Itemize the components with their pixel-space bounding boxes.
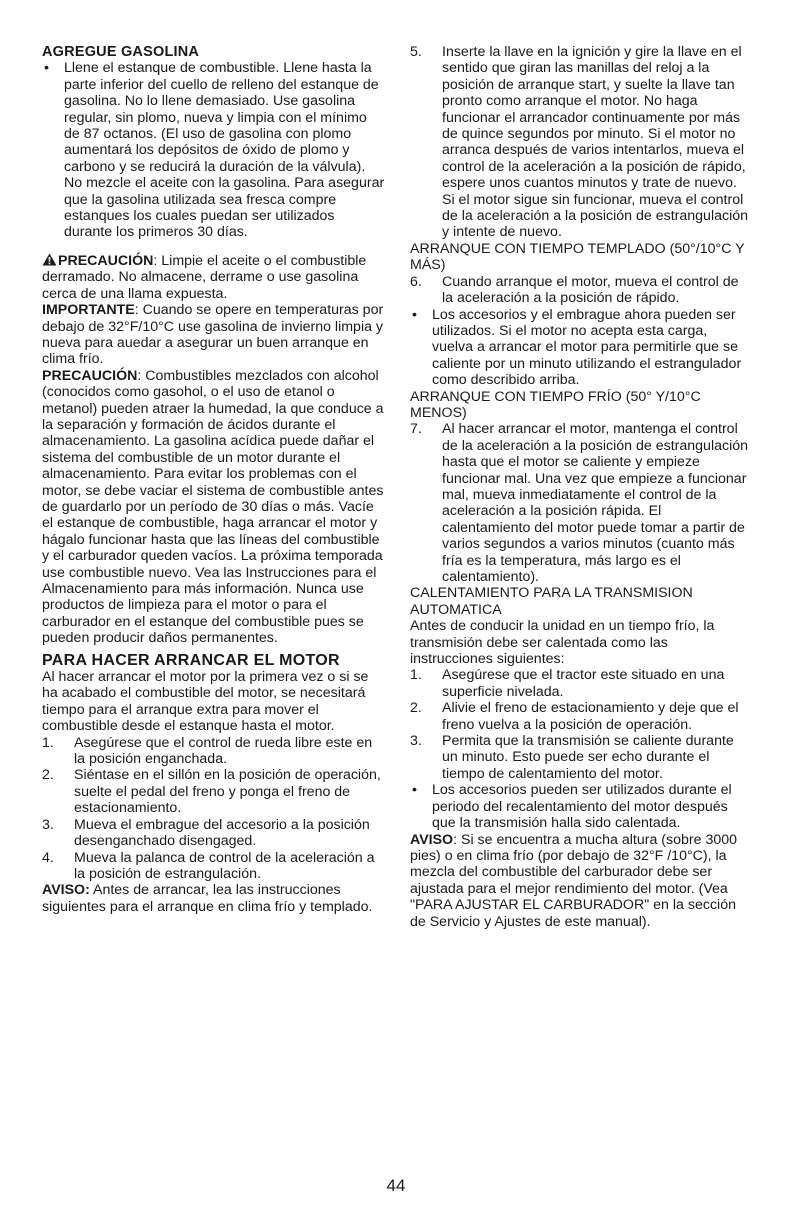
step-number: 2. bbox=[42, 767, 54, 784]
step-text: Mueva el embrague del accesorio a la posición desenganchado disengaged. bbox=[74, 816, 370, 850]
heading-agregue-gasolina: AGREGUE GASOLINA bbox=[42, 44, 200, 60]
trans-bullet-text: Los accesorios pueden ser utilizados durante el periodo del recalentamiento del motor después que la transmisión halla sido calentada. bbox=[432, 782, 732, 832]
bullet-mark: • bbox=[412, 782, 417, 799]
heading-warm-start: ARRANQUE CON TIEMPO TEMPLADO (50°/10°C Y MÁS) bbox=[410, 240, 745, 274]
heading-transmission-warmup: CALENTAMIENTO PARA LA TRANSMISION AUTOMATICA bbox=[410, 585, 693, 618]
notice-label-right: AVISO bbox=[410, 831, 454, 848]
notice-paragraph-left bbox=[42, 882, 386, 915]
bullet-mark: • bbox=[412, 306, 417, 323]
warning-triangle-icon bbox=[42, 253, 57, 266]
step-number: 5. bbox=[410, 44, 422, 60]
step-text: Asegúrese que el tractor este situado en una superficie nivelada. bbox=[442, 667, 725, 700]
step-text: Cuando arranque el motor, mueva el control de la aceleración a la posición de rápido. bbox=[442, 273, 739, 307]
step-text: Alivie el freno de estacionamiento y deje que el freno vuelva a la posición de operación. bbox=[442, 700, 739, 733]
caution-label-1: PRECAUCIÓN bbox=[58, 252, 154, 269]
right-column bbox=[410, 44, 752, 930]
step-text: Asegúrese que el control de rueda libre este en la posición enganchada. bbox=[74, 734, 373, 768]
step-text: Permita que la transmisión se caliente durante un minuto. Esto puede ser echo durante el tiempo de calentamiento del motor. bbox=[442, 733, 734, 782]
start-step-4 bbox=[42, 850, 386, 883]
bullet-mark: • bbox=[44, 60, 49, 77]
step-number: 3. bbox=[42, 816, 54, 833]
step-number: 2. bbox=[410, 700, 422, 717]
step-text: Inserte la llave en la ignición y gire la llave en el sentido que giran las manillas del reloj a la posición de arranque start, y suelte la llave tan pronto como arranque el motor. No haga funcionar el arrancador continuamente por más de quince segundos por minuto. Si el motor no arranca después de varios intentarlos, mueva el control de la aceleración a la posición de rápido, espere unos cuantos minutos y trate de nuevo. Si el motor sigue sin funcionar, mueva el control de la aceleración a la posición de estrangulación y intente de nuevo. bbox=[442, 44, 749, 241]
left-column bbox=[42, 44, 386, 915]
step-number: 1. bbox=[42, 734, 54, 751]
important-label: IMPORTANTE bbox=[42, 302, 135, 319]
step-number: 6. bbox=[410, 273, 422, 290]
transmission-intro: Antes de conducir la unidad en un tiempo frío, la transmisión debe ser calentada como las instrucciones siguientes: bbox=[410, 618, 715, 668]
heading-cold-start: ARRANQUE CON TIEMPO FRÍO (50° Y/10°C MENOS) bbox=[410, 388, 701, 421]
caution-paragraph-1 bbox=[42, 253, 386, 302]
start-step-2 bbox=[42, 767, 386, 816]
caution-text-1: : Limpie el aceite o el combustible derramado. No almacene, derrame o use gasolina cerca de una llama expuesta. bbox=[42, 252, 367, 302]
start-intro: Al hacer arrancar el motor por la primera vez o si se ha acabado el combustible del motor, se necesitará tiempo para el arranque extra para mover el combustible desde el estanque hasta el motor. bbox=[42, 669, 369, 735]
notice-label-left: AVISO: bbox=[42, 882, 90, 899]
trans-bullet bbox=[410, 782, 752, 831]
important-paragraph bbox=[42, 302, 386, 368]
start-step-5 bbox=[410, 44, 752, 241]
trans-step-1 bbox=[410, 667, 752, 700]
page-number: 44 bbox=[386, 1176, 406, 1195]
step-text: Al hacer arrancar el motor, mantenga el control de la aceleración a la posición de estrangulación hasta que el motor se caliente y empieze funcionar mal. Una vez que empieze a funcionar mal, mueva inmediatamente el control de la aceleración a la posición rápida. El calentamiento del motor puede tomar a partir de varios segundos a varios minutos (cuanto más fría es la temperatura, más largo es el calentamiento). bbox=[442, 421, 749, 585]
step-number: 3. bbox=[410, 733, 422, 750]
gas-bullet bbox=[42, 60, 386, 240]
step-number: 1. bbox=[410, 667, 422, 684]
caution-text-2: : Combustibles mezclados con alcohol (conocidos como gasohol, o el uso de etanol o metanol) pueden atraer la humedad, la que conduce a la separación y formación de ácidos durante el almacenamiento. La gasolina acídica puede dañar el sistema del combustible de un motor durante el almacenamiento. Para evitar los problemas con el motor, se debe vaciar el sistema de combustible antes de guardarlo por un período de 30 días o más. Vacíe el estanque de combustible, haga arrancar el motor y hágalo funcionar hasta que las líneas del combustible y el carburador queden vacíos. La próxima temporada use combustible nuevo. Vea las Instrucciones para el Almacenamiento para más información. Nunca use productos de limpieza para el motor o para el carburador en el estanque del combustible pues se pueden producir daños permanentes. bbox=[42, 367, 384, 647]
gas-bullet-text: Llene el estanque de combustible. Llene hasta la parte inferior del cuello de relleno del estanque de gasolina. No lo llene demasiado. Use gasolina regular, sin plomo, nueva y limpia con el mínimo de 87 octanos. (El uso de gasolina con plomo aumentará los depósitos de óxido de plomo y carbono y se reducirá la duración de la válvula). No mezcle el aceite con la gasolina. Para asegurar que la gasolina utilizada sea fresca compre estanques los cuales puedan ser utilizados durante los primeros 30 días. bbox=[64, 60, 385, 241]
step-text: Siéntase en el sillón en la posición de operación, suelte el pedal del freno y ponga el freno de estacionamiento. bbox=[74, 767, 381, 817]
trans-step-2 bbox=[410, 700, 752, 733]
trans-step-3 bbox=[410, 733, 752, 782]
notice-text-right: : Si se encuentra a mucha altura (sobre 3000 pies) o en clima frío (por debajo de 32°F /10°C), la mezcla del combustible del carburador debe ser ajustada para el mejor rendimiento del motor. (Vea "PARA AJUSTAR EL CARBURADOR" en la sección de Servicio y Ajustes de este manual). bbox=[410, 831, 738, 930]
warm-bullet bbox=[410, 307, 752, 389]
important-text: : Cuando se opere en temperaturas por debajo de 32°F/10°C use gasolina de invierno limpia y nueva para auedar a asegurar un buen arranque en clima frío. bbox=[42, 302, 384, 368]
start-step-7 bbox=[410, 421, 752, 585]
heading-arrancar-motor: PARA HACER ARRANCAR EL MOTOR bbox=[42, 651, 340, 669]
warm-bullet-text: Los accesorios y el embrague ahora pueden ser utilizados. Si el motor no acepta esta carga, vuelva a arrancar el motor para permitirle que se caliente por un minuto utilizando el estrangulador como describido arriba. bbox=[432, 306, 742, 389]
step-number: 7. bbox=[410, 421, 422, 438]
caution-label-2: PRECAUCIÓN bbox=[42, 367, 138, 384]
step-number: 4. bbox=[42, 849, 54, 866]
notice-paragraph-right bbox=[410, 832, 752, 930]
caution-paragraph-2 bbox=[42, 368, 386, 647]
start-step-3 bbox=[42, 817, 386, 850]
start-step-1 bbox=[42, 735, 386, 768]
notice-text-left: Antes de arrancar, lea las instrucciones siguientes para el arranque en clima frío y templado. bbox=[42, 882, 373, 915]
start-step-6 bbox=[410, 274, 752, 307]
step-text: Mueva la palanca de control de la aceleración a la posición de estrangulación. bbox=[74, 849, 375, 882]
